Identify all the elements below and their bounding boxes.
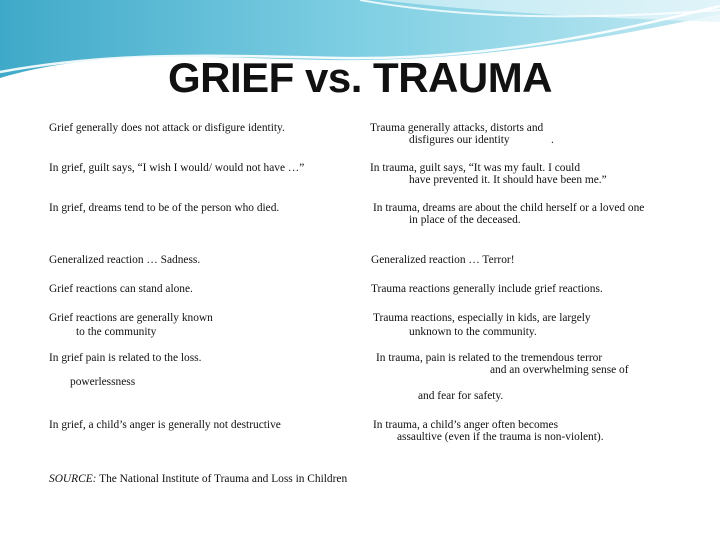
source-text: The National Institute of Trauma and Loss in Children [96,473,348,485]
trauma-item: In trauma, dreams are about the child herself or a loved one [373,202,645,214]
trauma-item-continued: disfigures our identity [409,134,510,146]
source-citation [49,473,347,486]
trauma-item: In trauma, a child’s anger often becomes [373,419,559,431]
trauma-item-continued: have prevented it. It should have been me.” [409,174,607,186]
trauma-item-continued: assaultive (even if the trauma is non-violent). [397,431,604,443]
trauma-item: Trauma generally attacks, distorts and [370,122,544,134]
trauma-item: In trauma, pain is related to the tremendous terror [376,352,603,364]
trauma-item-continued: in place of the deceased. [409,214,521,226]
slide-title: GRIEF vs. TRAUMA [167,54,553,101]
trauma-item: Generalized reaction … Terror! [371,254,515,266]
grief-item: Grief reactions are generally known [49,312,213,324]
trauma-item-continued: and an overwhelming sense of [490,364,629,376]
trauma-item: In trauma, guilt says, “It was my fault. I could [370,162,581,174]
grief-item-continued: to the community [76,326,157,338]
grief-item: In grief, guilt says, “I wish I would/ would not have …” [49,162,305,174]
trauma-item-continued: unknown to the community. [409,326,537,338]
grief-item: In grief, a child’s anger is generally not destructive [49,419,281,431]
trauma-item-continued: . [551,134,554,146]
grief-item: Grief generally does not attack or disfigure identity. [49,122,285,134]
grief-item: In grief, dreams tend to be of the person who died. [49,202,280,214]
grief-item: Generalized reaction … Sadness. [49,254,201,266]
grief-item: Grief reactions can stand alone. [49,283,193,295]
grief-item: In grief pain is related to the loss. [49,352,202,364]
trauma-item-continued: and fear for safety. [418,390,504,402]
source-label: SOURCE: [49,473,97,485]
trauma-item: Trauma reactions generally include grief reactions. [371,283,603,295]
grief-item-continued: powerlessness [70,376,136,388]
trauma-item: Trauma reactions, especially in kids, are largely [373,312,591,324]
